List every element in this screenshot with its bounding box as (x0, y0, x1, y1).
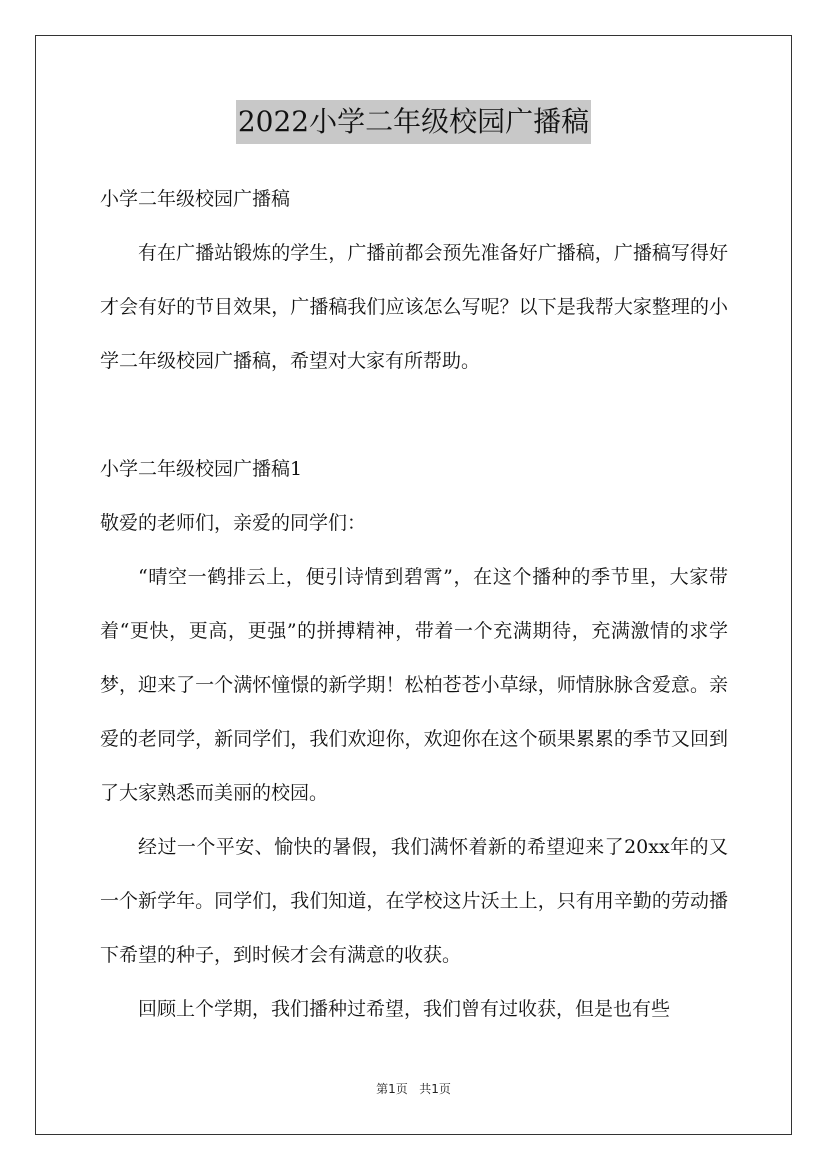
body-paragraph: 回顾上个学期，我们播种过希望，我们曾有过收获，但是也有些 (138, 998, 671, 1020)
body-paragraph: “晴空一鹤排云上，便引诗情到碧霄”，在这个播种的季节里，大家带着“更快，更高，更强”的拼搏精神，带着一个充满期待，充满激情的求学梦，迎来了一个满怀憧憬的新学期！松柏苍苍小草绿，师情脉脉含爱意。亲爱的老同学，新同学们，我们欢迎你，欢迎你在这个硕果累累的季节又回到了大家熟悉而美丽的校园。 (100, 566, 728, 804)
page-footer (0, 1080, 827, 1097)
body-paragraph: 经过一个平安、愉快的暑假，我们满怀着新的希望迎来了20xx年的又一个新学年。同学们，我们知道，在学校这片沃土上，只有用辛勤的劳动播下希望的种子，到时候才会有满意的收获。 (100, 836, 728, 966)
document-body (100, 172, 728, 1036)
salutation: 敬爱的老师们，亲爱的同学们： (100, 512, 367, 534)
page-total: 共1页 (419, 1082, 451, 1096)
intro-paragraph: 有在广播站锻炼的学生，广播前都会预先准备好广播稿，广播稿写得好才会有好的节目效果，广播稿我们应该怎么写呢？以下是我帮大家整理的小学二年级校园广播稿，希望对大家有所帮助。 (100, 242, 728, 372)
page-number: 第1页 (376, 1082, 408, 1096)
subtitle: 小学二年级校园广播稿 (100, 188, 291, 210)
blank-line (100, 388, 728, 442)
document-title: 2022小学二年级校园广播稿 (236, 100, 591, 144)
section-heading: 小学二年级校园广播稿1 (100, 458, 303, 480)
title-container (0, 100, 827, 144)
